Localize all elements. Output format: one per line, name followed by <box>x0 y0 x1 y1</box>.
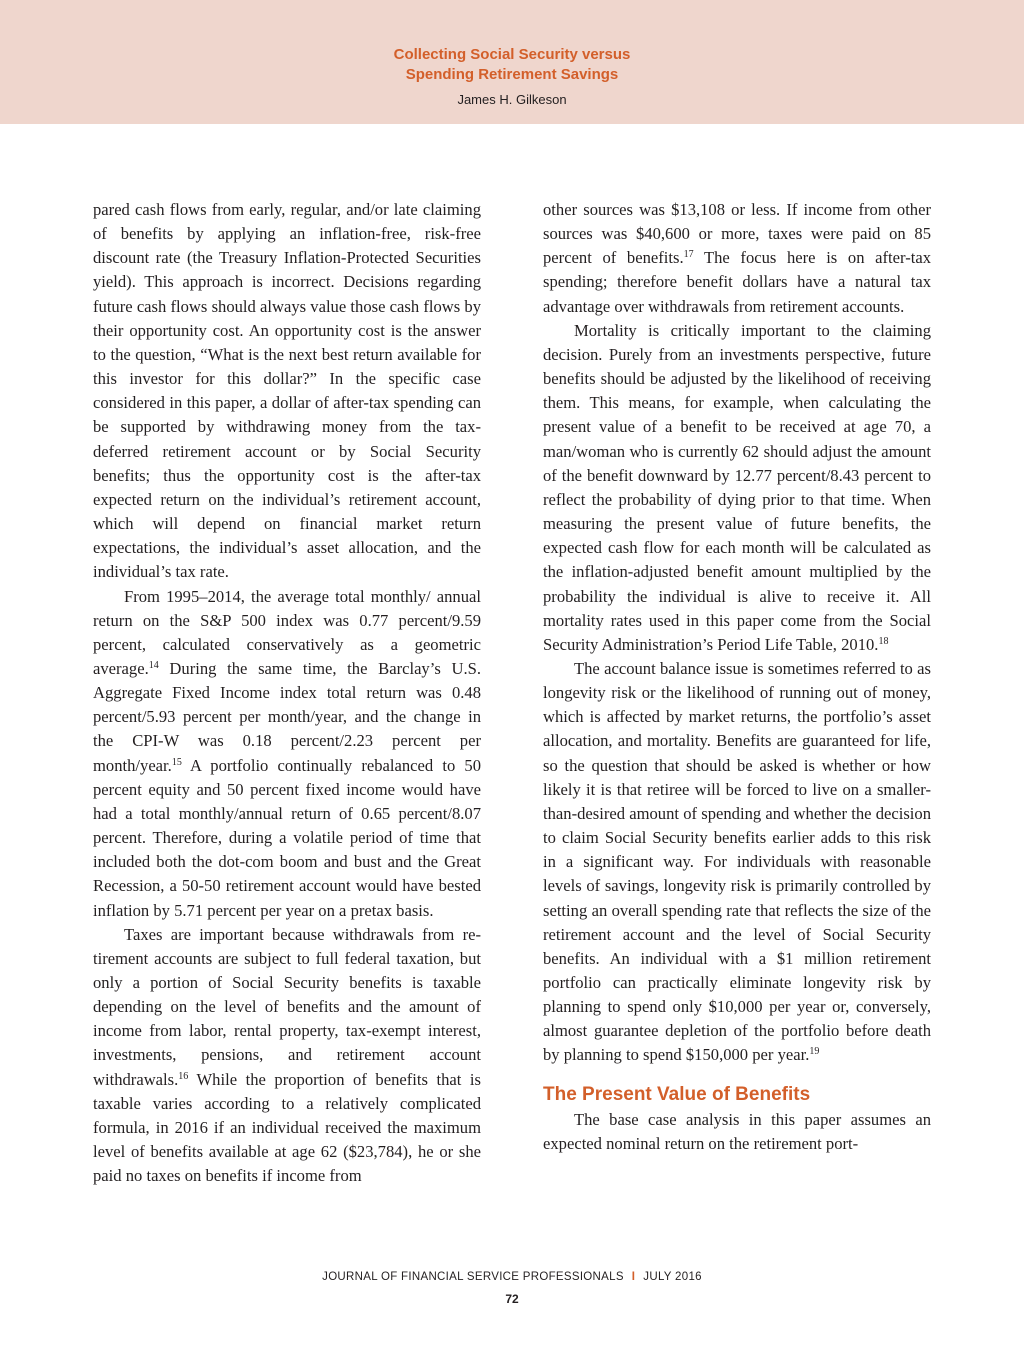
footnote-ref: 19 <box>809 1046 820 1058</box>
running-header <box>0 0 1024 124</box>
paragraph-text: other sources was $13,108 or less. If income from other sources was $40,600 or more, taxes were paid on 85 percent of benefits. <box>543 200 931 268</box>
paragraph-text: While the proportion of benefits that is taxable varies according to a relatively complicated formula, in 2016 if an individual received the maximum level of benefits available at age 62 ($23,784), he or she paid no taxes on benefits if income from <box>93 1069 481 1186</box>
paragraph <box>93 923 481 1189</box>
page-number: 72 <box>505 1292 519 1306</box>
footnote-ref: 18 <box>878 635 889 647</box>
journal-name: JOURNAL OF FINANCIAL SERVICE PROFESSIONALS <box>322 1271 624 1283</box>
paragraph-text: The base case analysis in this paper assumes an expected nominal return on the retirement port- <box>543 1109 931 1153</box>
paragraph-text: The focus here is on after-tax spending; therefore benefit dollars have a natural tax advantage over withdrawals from retirement accounts. <box>543 248 932 316</box>
paragraph <box>543 657 931 1068</box>
paragraph-text: Taxes are important because withdrawals from retirement accounts are subject to full federal taxation, but only a portion of Social Security benefits is taxable depending on the level of benefits and the amount of income from labor, rental property, tax-exempt interest, investments, pensions, and retirement account withdrawals. <box>93 924 481 1089</box>
paragraph-text: During the same time, the Barclay’s U.S. Aggregate Fixed Income index total return was 0.48 percent/5.93 percent per month/year, and the change in the CPI-W was 0.18 percent/2.23 percent per month/year. <box>93 658 481 775</box>
footnote-ref: 17 <box>683 249 694 261</box>
left-column <box>93 198 481 1188</box>
paragraph <box>93 585 481 923</box>
paragraph <box>543 319 931 657</box>
author-name: James H. Gilkeson <box>457 92 567 107</box>
paragraph-text: Mortality is critically important to the claiming decision. Purely from an investments perspective, future benefits should be adjusted by the likelihood of receiving them. This means, for example, when calculating the present value of a benefit to be received at age 70, a man/woman who is currently 62 should adjust the amount of the benefit downward by 12.77 percent/8.43 percent to reflect the probability of dying prior to that time. When measuring the present value of future benefits, the expected cash flow for each month will be calculated as the inflation-adjusted benefit amount multiplied by the probability the individual is alive to receive it. All mortality rates used in this paper come from the Social Security Administration’s Period Life Table, 2010. <box>543 320 931 654</box>
paragraph-text: pared cash flows from early, regular, and/or late claiming of benefits by applying an inflation-free, risk-free discount rate (the Treasury Inflation-Protected Securities yield). This approach is incorrect. Decisions regarding future cash flows should always value those cash flows by their opportunity cost. An opportunity cost is the answer to the question, “What is the next best return available for this investor for this dollar?” In the specific case considered in this paper, a dollar of after-tax spending can be supported by withdrawing money from the tax-deferred retirement account or by Social Security benefits; thus the opportunity cost is the after-tax expected return on the individual’s retirement account, which will depend on financial market return expectations, the individual’s asset allocation, and the individual’s tax rate. <box>93 200 481 582</box>
paragraph-text: The account balance issue is sometimes referred to as longevity risk or the likelihood of running out of money, which is affected by market returns, the portfolio’s asset allocation, and mortality. Benefits are guaranteed for life, so the question that should be asked is whether or how likely it is that retiree will be forced to live on a smaller-than-desired amount of spending and whether the decision to claim Social Security benefits earlier adds to this risk in a significant way. For individuals with reasonable levels of savings, longevity risk is primarily controlled by setting an overall spending rate that reflects the size of the retirement account and the level of Social Security benefits. An individual with a $1 million retirement portfolio can practically eliminate longevity risk by planning to spend only $10,000 per year or, conversely, almost guarantee depletion of the portfolio before death by planning to spend $150,000 per year. <box>543 658 931 1065</box>
paragraph <box>543 198 931 319</box>
paragraph-text: A portfolio continually rebalanced to 50 percent equity and 50 percent fixed income would have had a total monthly/annual return of 0.65 percent/8.07 percent. Therefore, during a volatile period of time that included both the dot-com boom and bust and the Great Recession, a 50-50 retirement account would have bested inflation by 5.71 percent per year on a pretax basis. <box>93 755 481 920</box>
article-title-line-2: Spending Retirement Savings <box>405 66 619 83</box>
right-column <box>543 198 931 1156</box>
paragraph-text: From 1995–2014, the average total monthly/ annual return on the S&P 500 index was 0.77 percent/9.59 percent, calculated conservatively as a geometric average. <box>93 586 481 678</box>
paragraph <box>93 198 481 585</box>
article-title-line-1: Collecting Social Security versus <box>393 46 631 63</box>
footnote-ref: 16 <box>178 1070 189 1082</box>
footnote-ref: 14 <box>148 659 159 671</box>
section-heading: The Present Value of Benefits <box>543 1083 811 1105</box>
running-footer <box>0 1271 1024 1283</box>
footnote-ref: 15 <box>171 756 182 768</box>
paragraph <box>543 1108 931 1156</box>
issue-date: JULY 2016 <box>643 1271 702 1283</box>
footer-separator: I <box>631 1271 636 1283</box>
article-title <box>0 45 1024 85</box>
